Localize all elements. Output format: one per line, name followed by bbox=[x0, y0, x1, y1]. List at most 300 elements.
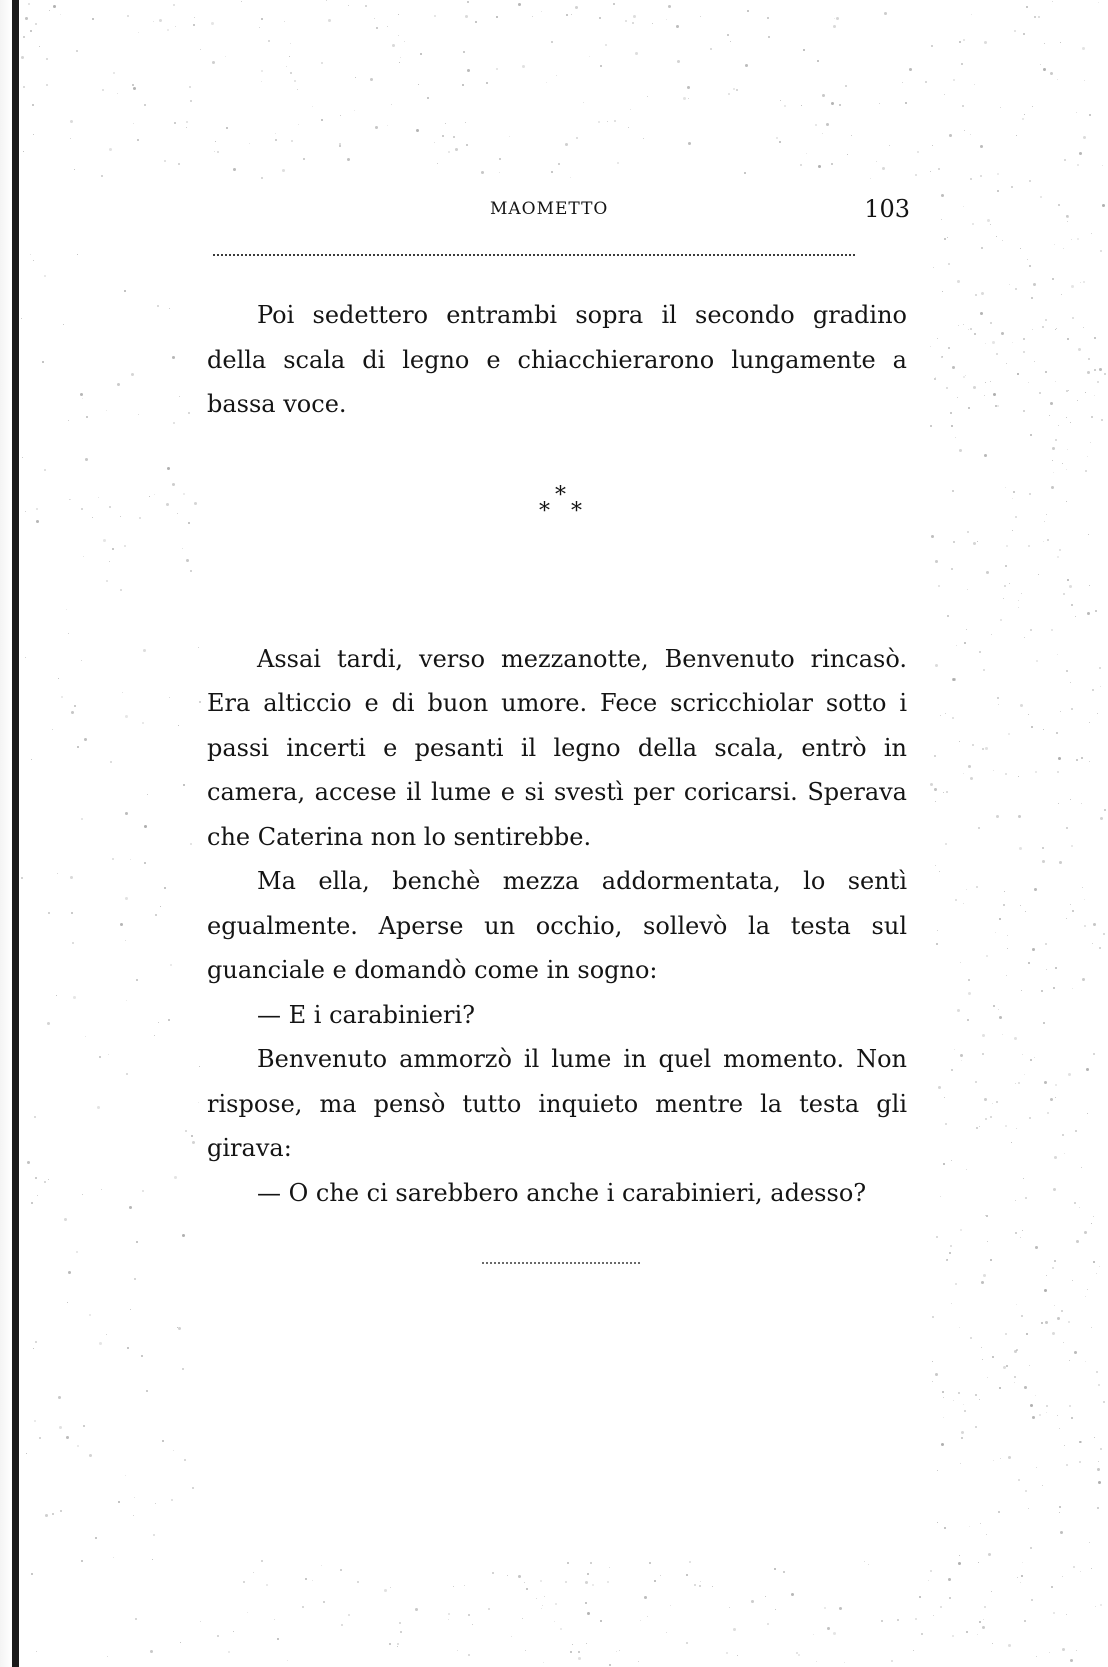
speckle bbox=[826, 123, 829, 126]
speckle bbox=[967, 1019, 969, 1021]
speckle bbox=[1061, 294, 1062, 295]
speckle bbox=[592, 1584, 594, 1586]
speckle bbox=[931, 535, 934, 538]
speckle bbox=[1076, 1650, 1077, 1651]
speckle bbox=[142, 1190, 144, 1192]
speckle bbox=[66, 1436, 69, 1439]
speckle bbox=[199, 1066, 200, 1067]
speckle bbox=[1046, 1275, 1047, 1276]
speckle bbox=[951, 1160, 952, 1161]
speckle bbox=[967, 531, 969, 533]
speckle bbox=[979, 651, 981, 653]
speckle bbox=[233, 1631, 234, 1632]
speckle bbox=[298, 124, 299, 125]
speckle bbox=[348, 5, 349, 6]
speckle bbox=[541, 1608, 542, 1609]
speckle bbox=[967, 589, 968, 590]
speckle bbox=[990, 381, 991, 382]
speckle bbox=[1050, 402, 1053, 405]
speckle bbox=[947, 1259, 948, 1260]
speckle bbox=[839, 1607, 842, 1610]
speckle bbox=[944, 1097, 945, 1098]
speckle bbox=[1009, 583, 1010, 584]
speckle bbox=[34, 1116, 36, 1118]
speckle bbox=[586, 1643, 587, 1644]
speckle bbox=[995, 932, 996, 933]
speckle bbox=[1083, 281, 1085, 283]
speckle bbox=[157, 305, 159, 307]
speckle bbox=[1024, 637, 1025, 638]
speckle bbox=[1047, 1112, 1049, 1114]
speckle bbox=[1098, 1461, 1099, 1462]
speckle bbox=[943, 1417, 944, 1418]
speckle bbox=[1035, 1395, 1036, 1396]
speckle bbox=[226, 127, 228, 129]
speckle bbox=[1035, 771, 1037, 773]
speckle bbox=[953, 79, 955, 81]
speckle bbox=[996, 1101, 998, 1103]
speckle bbox=[947, 615, 949, 617]
speckle bbox=[108, 1054, 109, 1055]
speckle bbox=[143, 649, 146, 652]
speckle bbox=[138, 414, 139, 415]
speckle bbox=[609, 1567, 610, 1568]
speckle bbox=[932, 1316, 934, 1318]
speckle bbox=[981, 1347, 982, 1348]
speckle bbox=[169, 697, 170, 698]
speckle bbox=[803, 49, 805, 51]
speckle bbox=[1087, 456, 1088, 457]
speckle bbox=[1024, 1074, 1025, 1075]
speckle bbox=[959, 1555, 960, 1556]
speckle bbox=[986, 571, 989, 574]
speckle bbox=[1100, 1448, 1102, 1450]
speckle bbox=[69, 499, 70, 500]
speckle bbox=[976, 886, 978, 888]
speckle bbox=[152, 1559, 153, 1560]
speckle bbox=[167, 29, 169, 31]
speckle bbox=[1085, 392, 1086, 393]
speckle bbox=[1096, 1273, 1097, 1274]
speckle bbox=[1014, 1382, 1015, 1383]
speckle bbox=[607, 1581, 609, 1583]
speckle bbox=[1061, 1310, 1063, 1312]
speckle bbox=[190, 100, 192, 102]
speckle bbox=[963, 324, 964, 325]
speckle bbox=[1018, 815, 1021, 818]
speckle bbox=[34, 1420, 36, 1422]
speckle bbox=[340, 115, 341, 116]
speckle bbox=[833, 25, 836, 28]
speckle bbox=[177, 1327, 178, 1328]
speckle bbox=[211, 22, 214, 25]
speckle bbox=[57, 873, 58, 874]
speckle bbox=[935, 801, 936, 802]
speckle bbox=[946, 1259, 948, 1261]
speckle bbox=[186, 127, 187, 128]
speckle bbox=[970, 777, 973, 780]
speckle bbox=[619, 1650, 620, 1651]
speckle bbox=[399, 1622, 401, 1624]
speckle bbox=[546, 82, 547, 83]
speckle bbox=[1074, 1351, 1077, 1354]
speckle bbox=[33, 134, 34, 135]
speckle bbox=[1053, 987, 1055, 989]
speckle bbox=[1060, 42, 1061, 43]
speckle bbox=[1094, 395, 1095, 396]
speckle bbox=[1055, 381, 1056, 382]
speckle bbox=[836, 17, 839, 20]
speckle bbox=[1068, 1321, 1070, 1323]
speckle bbox=[767, 17, 769, 19]
speckle bbox=[1024, 1620, 1026, 1622]
speckle bbox=[448, 151, 450, 153]
speckle bbox=[733, 88, 735, 90]
speckle bbox=[998, 1009, 999, 1010]
speckle bbox=[822, 94, 825, 97]
speckle bbox=[125, 812, 128, 815]
speckle bbox=[180, 1642, 181, 1643]
speckle bbox=[1064, 159, 1066, 161]
speckle bbox=[968, 407, 970, 409]
speckle bbox=[1068, 390, 1069, 391]
speckle bbox=[465, 122, 466, 123]
speckle bbox=[1022, 1230, 1023, 1231]
speckle bbox=[1093, 1261, 1095, 1263]
speckle bbox=[453, 1586, 454, 1587]
speckle bbox=[936, 1236, 938, 1238]
speckle bbox=[162, 1440, 164, 1442]
speckle bbox=[565, 143, 568, 146]
speckle bbox=[978, 827, 980, 829]
speckle bbox=[1070, 1659, 1073, 1662]
speckle bbox=[137, 139, 139, 141]
speckle bbox=[46, 84, 48, 86]
speckle bbox=[31, 759, 32, 760]
speckle bbox=[1085, 1361, 1086, 1362]
speckle bbox=[125, 897, 128, 900]
speckle bbox=[30, 254, 31, 255]
speckle bbox=[125, 1475, 126, 1476]
speckle bbox=[170, 964, 172, 966]
speckle bbox=[1015, 1083, 1016, 1084]
speckle bbox=[192, 1141, 195, 1144]
speckle bbox=[1083, 136, 1086, 139]
speckle bbox=[1064, 1445, 1065, 1446]
section-break bbox=[207, 427, 907, 637]
speckle bbox=[21, 318, 22, 319]
speckle bbox=[1021, 990, 1022, 991]
speckle bbox=[941, 356, 943, 358]
speckle bbox=[1071, 285, 1074, 288]
speckle bbox=[499, 158, 501, 160]
speckle bbox=[583, 102, 584, 103]
speckle bbox=[891, 1660, 893, 1662]
speckle bbox=[184, 1459, 186, 1461]
speckle bbox=[670, 1605, 671, 1606]
speckle bbox=[1081, 757, 1083, 759]
speckle bbox=[736, 89, 738, 91]
speckle bbox=[566, 14, 568, 16]
speckle bbox=[173, 4, 175, 6]
speckle bbox=[689, 1561, 691, 1563]
speckle bbox=[915, 174, 917, 176]
speckle bbox=[1012, 530, 1013, 531]
speckle bbox=[643, 138, 644, 139]
speckle bbox=[77, 1445, 79, 1447]
speckle bbox=[1089, 1542, 1090, 1543]
speckle bbox=[167, 467, 170, 470]
speckle bbox=[133, 1515, 134, 1516]
speckle bbox=[1059, 1506, 1061, 1508]
speckle bbox=[1092, 689, 1094, 691]
speckle bbox=[1092, 943, 1093, 944]
speckle bbox=[942, 291, 943, 292]
speckle bbox=[554, 1621, 555, 1622]
speckle bbox=[991, 634, 992, 635]
speckle bbox=[1027, 259, 1028, 260]
speckle bbox=[964, 130, 965, 131]
speckle bbox=[954, 1049, 955, 1050]
speckle bbox=[1080, 1441, 1082, 1443]
speckle bbox=[543, 1662, 544, 1663]
speckle bbox=[1067, 221, 1068, 222]
speckle bbox=[27, 1161, 30, 1164]
speckle bbox=[76, 1251, 78, 1253]
speckle bbox=[127, 15, 129, 17]
speckle bbox=[31, 1202, 33, 1204]
speckle bbox=[76, 50, 78, 52]
speckle bbox=[185, 1130, 187, 1132]
speckle bbox=[968, 329, 969, 330]
speckle bbox=[35, 1177, 37, 1179]
speckle bbox=[1043, 541, 1044, 542]
speckle bbox=[942, 1391, 944, 1393]
speckle bbox=[190, 570, 192, 572]
speckle bbox=[1057, 771, 1059, 773]
speckle bbox=[941, 194, 944, 197]
speckle bbox=[572, 1644, 573, 1645]
speckle bbox=[576, 137, 578, 139]
speckle bbox=[1046, 969, 1047, 970]
speckle bbox=[960, 1054, 963, 1057]
speckle bbox=[817, 60, 819, 62]
speckle bbox=[1046, 1405, 1048, 1407]
speckle bbox=[993, 1460, 994, 1461]
speckle bbox=[33, 1348, 34, 1349]
speckle bbox=[556, 75, 557, 76]
speckle bbox=[968, 765, 971, 768]
speckle bbox=[144, 825, 147, 828]
speckle bbox=[182, 1234, 185, 1237]
speckle bbox=[958, 325, 959, 326]
speckle bbox=[1042, 326, 1044, 328]
speckle bbox=[644, 1596, 647, 1599]
speckle bbox=[1028, 714, 1029, 715]
speckle bbox=[1004, 585, 1006, 587]
page-number: 103 bbox=[864, 195, 910, 223]
speckle bbox=[940, 1606, 942, 1608]
speckle bbox=[63, 324, 64, 325]
speckle bbox=[1062, 1648, 1065, 1651]
speckle bbox=[44, 469, 46, 471]
header-dotted-rule bbox=[213, 254, 855, 256]
speckle bbox=[44, 1181, 46, 1183]
speckle bbox=[1067, 449, 1068, 450]
speckle bbox=[1034, 1057, 1035, 1058]
speckle bbox=[1046, 514, 1047, 515]
speckle bbox=[370, 78, 373, 81]
speckle bbox=[154, 1035, 155, 1036]
speckle bbox=[47, 1022, 50, 1025]
speckle bbox=[1045, 1321, 1048, 1324]
speckle bbox=[966, 629, 967, 630]
speckle bbox=[1005, 565, 1007, 567]
speckle bbox=[275, 139, 277, 141]
speckle bbox=[1057, 1317, 1060, 1320]
speckle bbox=[992, 341, 995, 344]
speckle bbox=[194, 502, 197, 505]
speckle bbox=[1043, 1022, 1045, 1024]
speckle bbox=[844, 1662, 845, 1663]
speckle bbox=[937, 1470, 938, 1471]
speckle bbox=[158, 1022, 159, 1023]
speckle bbox=[526, 1588, 528, 1590]
speckle bbox=[31, 1573, 33, 1575]
speckle bbox=[1025, 1197, 1027, 1199]
speckle bbox=[727, 34, 729, 36]
speckle bbox=[1095, 1606, 1096, 1607]
speckle bbox=[174, 122, 176, 124]
speckle bbox=[961, 1431, 964, 1434]
speckle bbox=[112, 548, 114, 550]
speckle bbox=[261, 177, 263, 179]
speckle bbox=[92, 517, 93, 518]
speckle bbox=[958, 1392, 960, 1394]
speckle bbox=[1003, 904, 1005, 906]
speckle bbox=[946, 791, 948, 793]
speckle bbox=[1044, 43, 1045, 44]
speckle bbox=[1058, 803, 1059, 804]
speckle bbox=[68, 633, 69, 634]
speckle bbox=[905, 102, 907, 104]
speckle bbox=[928, 1580, 929, 1581]
speckle bbox=[1102, 204, 1105, 207]
speckle bbox=[948, 1578, 951, 1581]
speckle bbox=[801, 105, 802, 106]
speckle bbox=[882, 167, 885, 170]
speckle bbox=[182, 1368, 184, 1370]
speckle bbox=[979, 1399, 980, 1400]
speckle bbox=[1088, 358, 1090, 360]
speckle bbox=[765, 1596, 766, 1597]
speckle bbox=[1012, 342, 1013, 343]
speckle bbox=[980, 1523, 981, 1524]
speckle bbox=[1066, 215, 1069, 218]
speckle bbox=[973, 386, 976, 389]
speckle bbox=[952, 717, 954, 719]
speckle bbox=[126, 1073, 128, 1075]
speckle bbox=[925, 81, 927, 83]
speckle bbox=[1017, 1577, 1018, 1578]
speckle bbox=[938, 1086, 941, 1089]
speckle bbox=[200, 49, 201, 50]
speckle bbox=[881, 1620, 883, 1622]
speckle bbox=[941, 219, 942, 220]
speckle bbox=[71, 711, 74, 714]
speckle bbox=[131, 373, 134, 376]
speckle bbox=[511, 1636, 512, 1637]
speckle bbox=[975, 1394, 977, 1396]
speckle bbox=[943, 1163, 945, 1165]
speckle bbox=[776, 137, 778, 139]
speckle bbox=[933, 1615, 934, 1616]
speckle bbox=[464, 1585, 465, 1586]
speckle bbox=[1041, 1322, 1043, 1324]
speckle bbox=[384, 1589, 387, 1592]
speckle bbox=[991, 1591, 992, 1592]
speckle bbox=[1071, 845, 1073, 847]
speckle bbox=[142, 722, 144, 724]
speckle bbox=[21, 877, 23, 879]
speckle bbox=[952, 1635, 954, 1637]
speckle bbox=[1014, 1037, 1017, 1040]
speckle bbox=[587, 1573, 589, 1575]
speckle bbox=[1055, 329, 1056, 330]
speckle bbox=[1052, 447, 1055, 450]
speckle bbox=[935, 1373, 938, 1376]
speckle bbox=[779, 141, 781, 143]
speckle bbox=[540, 1580, 542, 1582]
speckle bbox=[1077, 400, 1078, 401]
speckle bbox=[710, 48, 712, 50]
speckle bbox=[1066, 1614, 1067, 1615]
speckle bbox=[998, 1511, 1000, 1513]
speckle bbox=[70, 499, 71, 500]
speckle bbox=[647, 1616, 648, 1617]
speckle bbox=[1022, 1054, 1023, 1055]
speckle bbox=[1087, 371, 1090, 374]
speckle bbox=[1066, 501, 1067, 502]
speckle bbox=[1011, 186, 1013, 188]
speckle bbox=[374, 18, 375, 19]
speckle bbox=[1079, 1207, 1080, 1208]
speckle bbox=[985, 382, 986, 383]
speckle bbox=[1077, 164, 1079, 166]
speckle bbox=[1064, 1153, 1065, 1154]
speckle bbox=[1082, 978, 1085, 981]
speckle bbox=[987, 1241, 988, 1242]
speckle bbox=[1080, 1571, 1081, 1572]
speckle bbox=[998, 704, 999, 705]
speckle bbox=[1079, 1461, 1081, 1463]
speckle bbox=[455, 148, 458, 151]
speckle bbox=[1060, 711, 1061, 712]
speckle bbox=[964, 642, 966, 644]
speckle bbox=[979, 1621, 981, 1623]
speckle bbox=[993, 393, 996, 396]
speckle bbox=[467, 1, 469, 3]
speckle bbox=[668, 5, 671, 8]
speckle bbox=[39, 46, 40, 47]
speckle bbox=[1059, 1512, 1060, 1513]
speckle bbox=[1066, 918, 1067, 919]
speckle bbox=[1006, 975, 1007, 976]
speckle bbox=[1091, 233, 1092, 234]
speckle bbox=[1042, 860, 1045, 863]
speckle bbox=[575, 6, 578, 9]
speckle bbox=[1007, 948, 1008, 949]
